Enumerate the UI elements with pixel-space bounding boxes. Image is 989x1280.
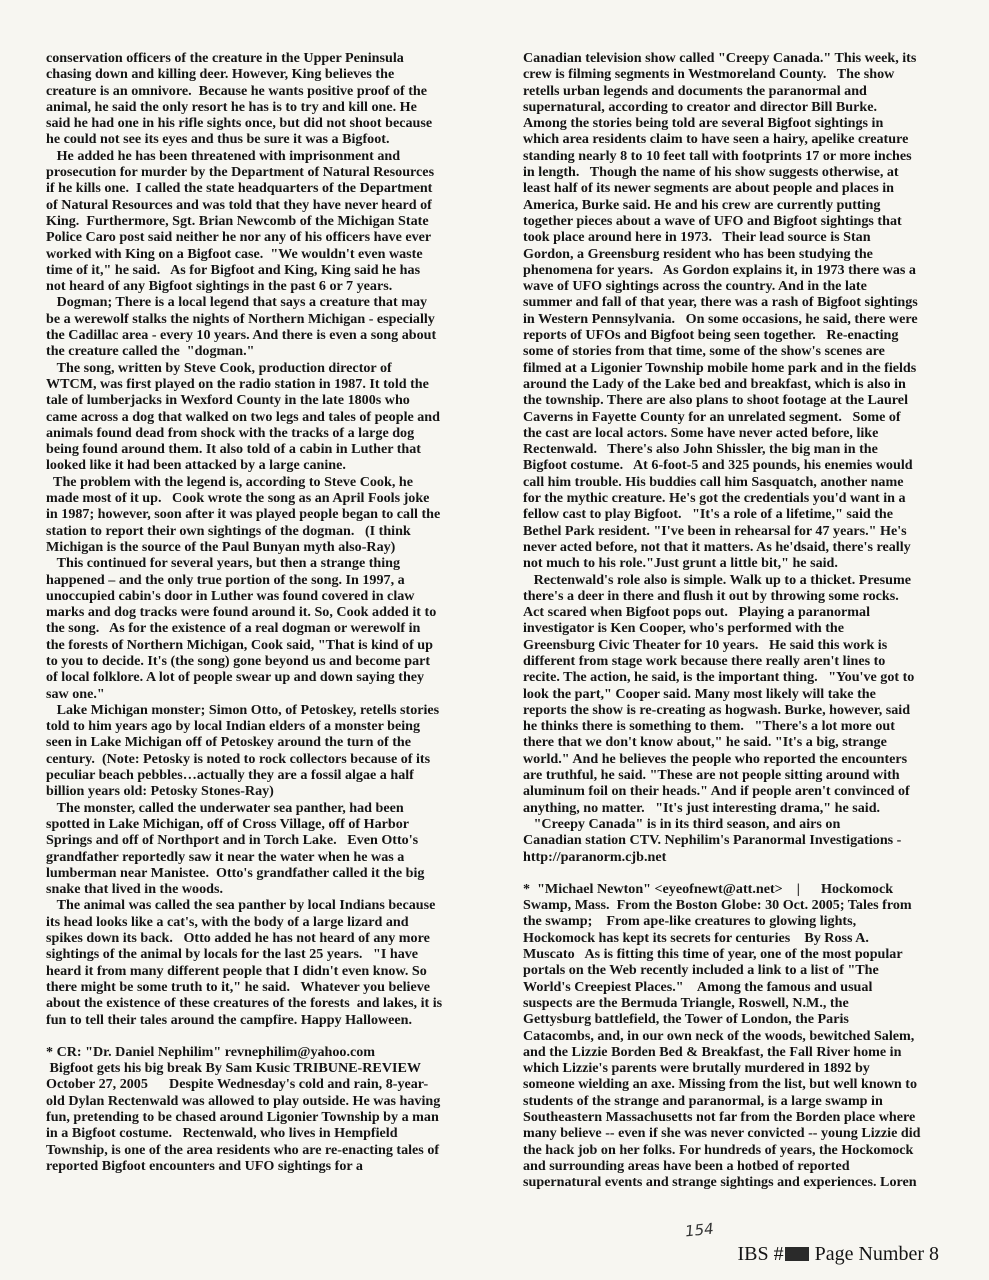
redaction-mark (785, 1247, 809, 1261)
page-footer (684, 1219, 939, 1266)
paragraph: The song, written by Steve Cook, production director of WTCM, was first played on the radio station in 1987. It told the tale of lumberjacks in Wexford County in the late 1800s who came across a dog that walked on two legs and tales of people and animals found dead from shock with the tracks of a large dog being found around them. It also told of a cabin in Luther that looked like it had been attacked by a large canine. (46, 359, 440, 474)
paragraph: Lake Michigan monster; Simon Otto, of Petoskey, retells stories told to him years ago by local Indian elders of a monster being seen in Lake Michigan off of Petoskey around the turn of the century. (Note: Petosky is noted to rock collectors because of its peculiar beach pebbles…actually they are a fossil algae a half billion years old: Petosky Stones-Ray) (46, 701, 440, 800)
paragraph: Dogman; There is a local legend that says a creature that may be a werewolf stalks the nights of Northern Michigan - especially the Cadillac area - every 10 years. And there is even a song about the creature called the "dogman." (46, 294, 437, 360)
page-number-label: Page Number 8 (814, 1243, 939, 1265)
handwritten-issue-number: 154 (684, 1219, 715, 1241)
paragraph: The problem with the legend is, according to Steve Cook, he made most of it up. Cook wrote the song as an April Fools joke in 1987; however, soon after it was played people began to call the station to report their own sightings of the dogman. (I think Michigan is the source of the Paul Bunyan myth also-Ray) (46, 473, 441, 555)
spacer (46, 1028, 466, 1044)
paragraph: He added he has been threatened with imprisonment and prosecution for murder by the Department of Natural Resources if he kills one. I called the state headquarters of the Department of Natural Resources and was told that they have never heard of King. Furthermore, Sgt. Brian Newcomb of the Michigan State Police Caro post said neither he nor any of his officers have ever worked with King on a Bigfoot case. "We wouldn't even waste time of it," he said. As for Bigfoot and King, King said he has not heard of any Bigfoot sightings in the past 6 or 7 years. (46, 147, 435, 295)
right-column (523, 50, 938, 1190)
left-column (46, 50, 466, 1174)
spacer (523, 865, 938, 881)
paragraph: The monster, called the underwater sea panther, had been spotted in Lake Michigan, off of Cross Village, off of Harbor Springs and off of Northport and in Torch Lake. Even Otto's grandfather reportedly saw it near the water when he was a lumberman near Manistee. Otto's grandfather called it the big snake that lived in the woods. (46, 799, 425, 898)
footer-prefix: IBS # (737, 1243, 784, 1265)
paragraph: Canadian television show called "Creepy Canada." This week, its crew is filming segments in Westmoreland County. The show retells urban legends and documents the paranormal and supernatural, according to creator and director Bill Burke. Among the stories being told are several Bigfoot sightings in which area residents claim to have seen a hairy, apelike creature standing nearly 8 to 10 feet tall with footprints 17 or more inches in length. Though the name of his show suggests otherwise, at least half of its newer segments are about people and places in America, Burke said. He and his crew are currently putting together pieces about a wave of UFO and Bigfoot sightings that took place around here in 1973. Their lead source is Stan Gordon, a Greensburg resident who has been studying the phenomena for years. As Gordon explains it, in 1973 there was a wave of UFO sightings across the country. And in the late summer and fall of that year, there was a rash of Bigfoot sightings in Western Pennsylvania. On some occasions, he said, there were reports of UFOs and Bigfoot being seen together. Re-enacting some of stories from that time, some of the show's scenes are filmed at a Ligonier Township mobile home park and in the fields around the Lady of the Lake bed and breakfast, which is also in the township. There are also plans to shoot footage at the Laurel Caverns in Fayette County for an unrelated segment. Some of the cast are local actors. Some have never acted before, like Rectenwald. There's also John Shissler, the big man in the Bigfoot costume. At 6-foot-5 and 325 pounds, his enemies would call him trouble. His buddies call him Sasquatch, another name for the mythic creature. He's got the credentials you'd want in a fellow cast to play Bigfoot. "It's a role of a lifetime," said the Bethel Park resident. "I've been in rehearsal for 47 years." He's never acted before, not that it matters. As he'dsaid, there's really not much to his role."Just grunt a little bit," he said. (523, 50, 918, 572)
paragraph: The animal was called the sea panther by local Indians because its head looks like a cat's, with the body of a large lizard and spikes down its back. Otto added he has not heard of any more sightings of the animal by locals for the last 25 years. "I have heard it from many different people that I didn't even know. So there might be some truth to it," he said. Whatever you believe about the existence of these creatures of the forests and lakes, it is fun to tell their tales around the campfire. Happy Halloween. (46, 897, 443, 1028)
paragraph: conservation officers of the creature in the Upper Peninsula chasing down and killing deer. However, King believes the creature is an omnivore. Because he wants positive proof of the animal, he said the only resort he has is to try and kill one. He said he had one in his rifle sights once, but did not shoot because he could not see its eyes and thus be sure it was a Bigfoot. (46, 50, 433, 148)
paragraph: Rectenwald's role also is simple. Walk up to a thicket. Presume there's a deer in there and flush it out by throwing some rocks. Act scared when Bigfoot pops out. Playing a paranormal investigator is Ken Cooper, who's performed with the Greensburg Civic Theater for 10 years. He said this work is different from stage work because there really aren't lines to recite. The action, he said, is the important thing. "You've got to look the part," Cooper said. Many most likely will take the reports the show is re-creating as hogwash. Burke, however, said he thinks there is something to them. "There's a lot more out there that we don't know about," he said. "It's a big, strange world." And he believes the people who reported the encounters are truthful, he said. "These are not people sitting around with aluminum foil on their heads." And if people aren't convinced of anything, no matter. "It's just interesting drama," he said. (523, 571, 915, 816)
paragraph: This continued for several years, but then a strange thing happened – and the only true portion of the song. In 1997, a unoccupied cabin's door in Luther was found covered in claw marks and dog tracks were found around it. So, Cook added it to the song. As for the existence of a real dogman or werewolf in the forests of Northern Michigan, Cook said, "That is kind of up to you to decide. It's (the song) gone beyond us and become part of local folklore. A lot of people swear up and down saying they saw one." (46, 555, 437, 702)
paragraph: * CR: "Dr. Daniel Nephilim" revnephilim@yahoo.com Bigfoot gets his big break By Sam Kusic TRIBUNE-REVIEW October 27, 2005 Despite Wednesday's cold and rain, 8-year- old Dylan Rectenwald was allowed to play outside. He was having fun, pretending to be chased around Ligonier Township by a man in a Bigfoot costume. Rectenwald, who lives in Hempfield Township, is one of the area residents who are re-enacting tales of reported Bigfoot encounters and UFO sightings for a (46, 1043, 441, 1174)
paragraph: * "Michael Newton" <eyeofnewt@att.net> | Hockomock Swamp, Mass. From the Boston Globe: 30 Oct. 2005; Tales from the swamp; From ape-like creatures to glowing lights, Hockomock has kept its secrets for centuries By Ross A. Muscato As is fitting this time of year, one of the most popular portals on the Web recently included a link to a list of "The World's Creepiest Places." Among the famous and usual suspects are the Bermuda Triangle, Roswell, N.M., the Gettysburg battlefield, the Tower of London, the Paris Catacombs, and, in our own neck of the woods, bewitched Salem, and the Lizzie Borden Bed & Breakfast, the Fall River home in which Lizzie's parents were brutally murdered in 1892 by someone wielding an axe. Missing from the list, but well known to students of the strange and paranormal, is a large swamp in Southeastern Massachusetts not far from the Borden place where many believe -- even if she was never convicted -- young Lizzie did the hack job on her folks. For hundreds of years, the Hockomock and surrounding areas have been a hotbed of reported supernatural events and strange sightings and experiences. Loren (523, 880, 921, 1191)
paragraph: "Creepy Canada" is in its third season, and airs on Canadian station CTV. Nephilim's Paranormal Investigations - http://paranorm.cjb.net (523, 815, 902, 865)
